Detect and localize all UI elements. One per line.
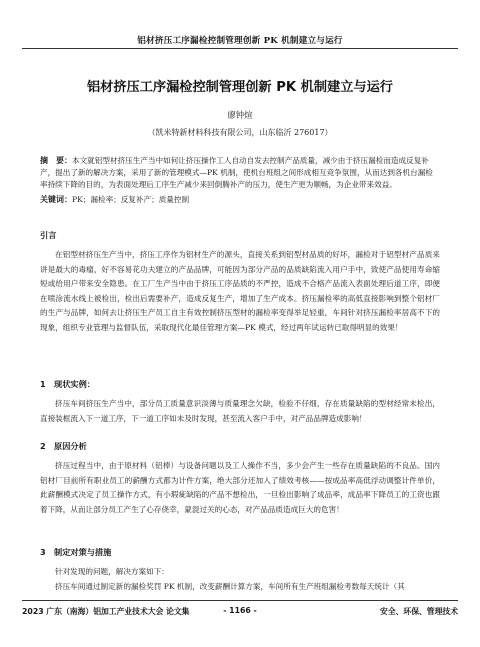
footer-proceedings: 2023 广东（南海）铝加工产业技术大会 论文集 bbox=[22, 607, 190, 616]
section-title: 现状实例： bbox=[54, 379, 95, 389]
section-title: 引言 bbox=[40, 230, 57, 240]
header-rule bbox=[22, 48, 458, 49]
keywords-text: PK；漏检率；反复补产；质量控制 bbox=[72, 195, 190, 204]
paragraph-section-3b: 挤压车间通过制定新的漏检奖罚 PK 机制，改变薪酬计算方案，车间所有生产班组漏检考数每天统计（其 bbox=[55, 582, 405, 591]
section-title: 原因分析 bbox=[54, 441, 87, 451]
footer-rule bbox=[22, 600, 458, 601]
paragraph-section-3a: 针对发现的问题，解决方案如下： bbox=[55, 567, 169, 576]
section-number: 1 bbox=[40, 379, 46, 389]
paper-title: 铝材挤压工序漏检控制管理创新 PK 机制建立与运行 bbox=[86, 80, 393, 95]
section-heading-3 bbox=[40, 547, 111, 558]
abstract-label: 摘 要： bbox=[40, 156, 72, 165]
section-title: 制定对策与措施 bbox=[54, 547, 112, 557]
affiliation: （凯米特新材料科技有限公司，山东临沂 276017） bbox=[147, 128, 333, 137]
section-heading-2 bbox=[40, 441, 87, 452]
keywords bbox=[40, 194, 440, 206]
page-number: - 1166 - bbox=[223, 606, 257, 615]
abstract bbox=[40, 155, 440, 192]
paragraph-section-1: 挤压车间挤压生产当中，部分员工质量意识淡薄与质量理念欠缺，检验不仔细，存在质量缺陷的型材经常未检出，直接装框流入下一道工序，下一道工序如未及时发现，甚至流入客户手中，对产品品牌造成影响！ bbox=[40, 399, 440, 423]
paragraph-intro: 在铝型材挤压生产当中，挤压工序作为铝材生产的源头，直接关系到铝型材品质的好坏，漏检对于铝型材产品质来讲是最大的毒瘤，好不容易花功夫建立的产品品牌，可能因为部分产品的品质缺陷流入用户手中，致使产品使用寿命缩短或给用户带来安全隐患。在工厂生产当中由于挤压工序品质的不严控，造成不合格产品流入表面处理后道工序，即便在喷涂流水线上被检出，检出后需要补产，造成反复生产，增加了生产成本。挤压漏检率的高低直接影响到整个铝材厂的生产与品牌，如何去让挤压生产员工自主有效控制挤压型材的漏检率变得举足轻重，车间针对挤压漏检率居高不下的现象，组织专业管理与监督队伍，采取现代化最佳管理方案—PK 模式，经过两年试运转已取得明显的效果！ bbox=[40, 250, 440, 332]
footer-section: 安全、环保、管理技术 bbox=[380, 607, 458, 616]
section-number: 2 bbox=[40, 441, 46, 451]
section-heading-intro bbox=[40, 230, 56, 241]
section-number: 3 bbox=[40, 547, 46, 557]
section-heading-1 bbox=[40, 379, 95, 390]
abstract-text: 本文就铝型材挤压生产当中如何让挤压操作工人自动自发去控制产品质量，减少由于挤压漏检而造成反复补产，提出了新的解决方案，采用了新的管理模式—PK 机制，使机台班组之间形成相互竞争氛围，从而达到各机台漏检率持续下降的目的，为表面处理后工序生产减少来回倒腾补产的压力，使生产更为顺畅，为企业带来效益。 bbox=[40, 156, 433, 190]
keywords-label: 关键词： bbox=[40, 195, 72, 204]
paragraph-section-2: 挤压过程当中，由于原材料（铝棒）与设备问题以及工人操作不当，多少会产生一些存在质量缺陷的不良品。国内铝材厂目前所有职业员工的薪酬方式都为计件方案，绝大部分还加入了绩效考核——按成品率高低浮动调整计件单价，此薪酬模式决定了员工操作方式，有小瑕疵缺陷的产品不想检出，一旦检出影响了成品率，成品率下降员工的工资也跟着下降，从而让部分员工产生了心存侥幸，蒙混过关的心态，对产品品质造成巨大的危害！ bbox=[40, 461, 440, 514]
running-header: 铝材挤压工序漏检控制管理创新 PK 机制建立与运行 bbox=[137, 36, 343, 46]
author: 廖钟煊 bbox=[227, 110, 253, 120]
